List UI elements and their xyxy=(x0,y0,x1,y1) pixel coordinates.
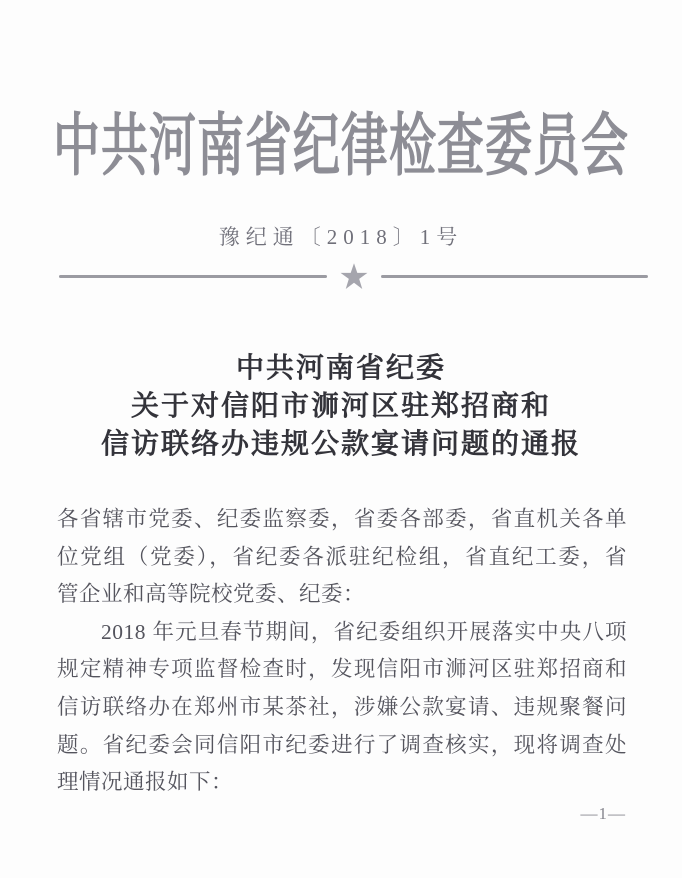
body-line: 信访联络办在郑州市某茶社，涉嫌公款宴请、违规聚餐问 xyxy=(57,694,627,719)
paragraph-addressees xyxy=(57,501,627,614)
title-line-1: 中共河南省纪委 xyxy=(235,353,446,384)
star-icon xyxy=(340,263,368,290)
page-number: —1— xyxy=(580,804,626,823)
body-line: 位党组（党委），省纪委各派驻纪检组，省直纪工委，省 xyxy=(57,544,627,569)
body-line: 题。省纪委会同信阳市纪委进行了调查核实，现将调查处 xyxy=(57,732,627,757)
title-line-2: 关于对信阳市浉河区驻郑招商和 xyxy=(130,391,551,422)
separator-line-left xyxy=(59,275,327,278)
paragraph-intro xyxy=(57,614,627,802)
header-separator xyxy=(59,262,648,290)
body-line: 理情况通报如下： xyxy=(57,770,234,795)
document-body xyxy=(57,501,627,802)
body-line: 各省辖市党委、纪委监察委，省委各部委，省直机关各单 xyxy=(57,507,627,531)
document-number: 豫纪通〔2018〕1号 xyxy=(218,225,464,249)
body-line: 规定精神专项监督检查时，发现信阳市浉河区驻郑招商和 xyxy=(57,657,627,682)
body-line: 2018 年元旦春节期间，省纪委组织开展落实中央八项 xyxy=(101,619,627,644)
org-banner-title: 中共河南省纪律检查委员会 xyxy=(53,109,629,185)
body-line: 管企业和高等院校党委、纪委： xyxy=(57,582,366,607)
title-line-3: 信访联络办违规公款宴请问题的通报 xyxy=(100,429,581,460)
separator-line-right xyxy=(381,275,649,278)
document-title xyxy=(0,350,682,464)
